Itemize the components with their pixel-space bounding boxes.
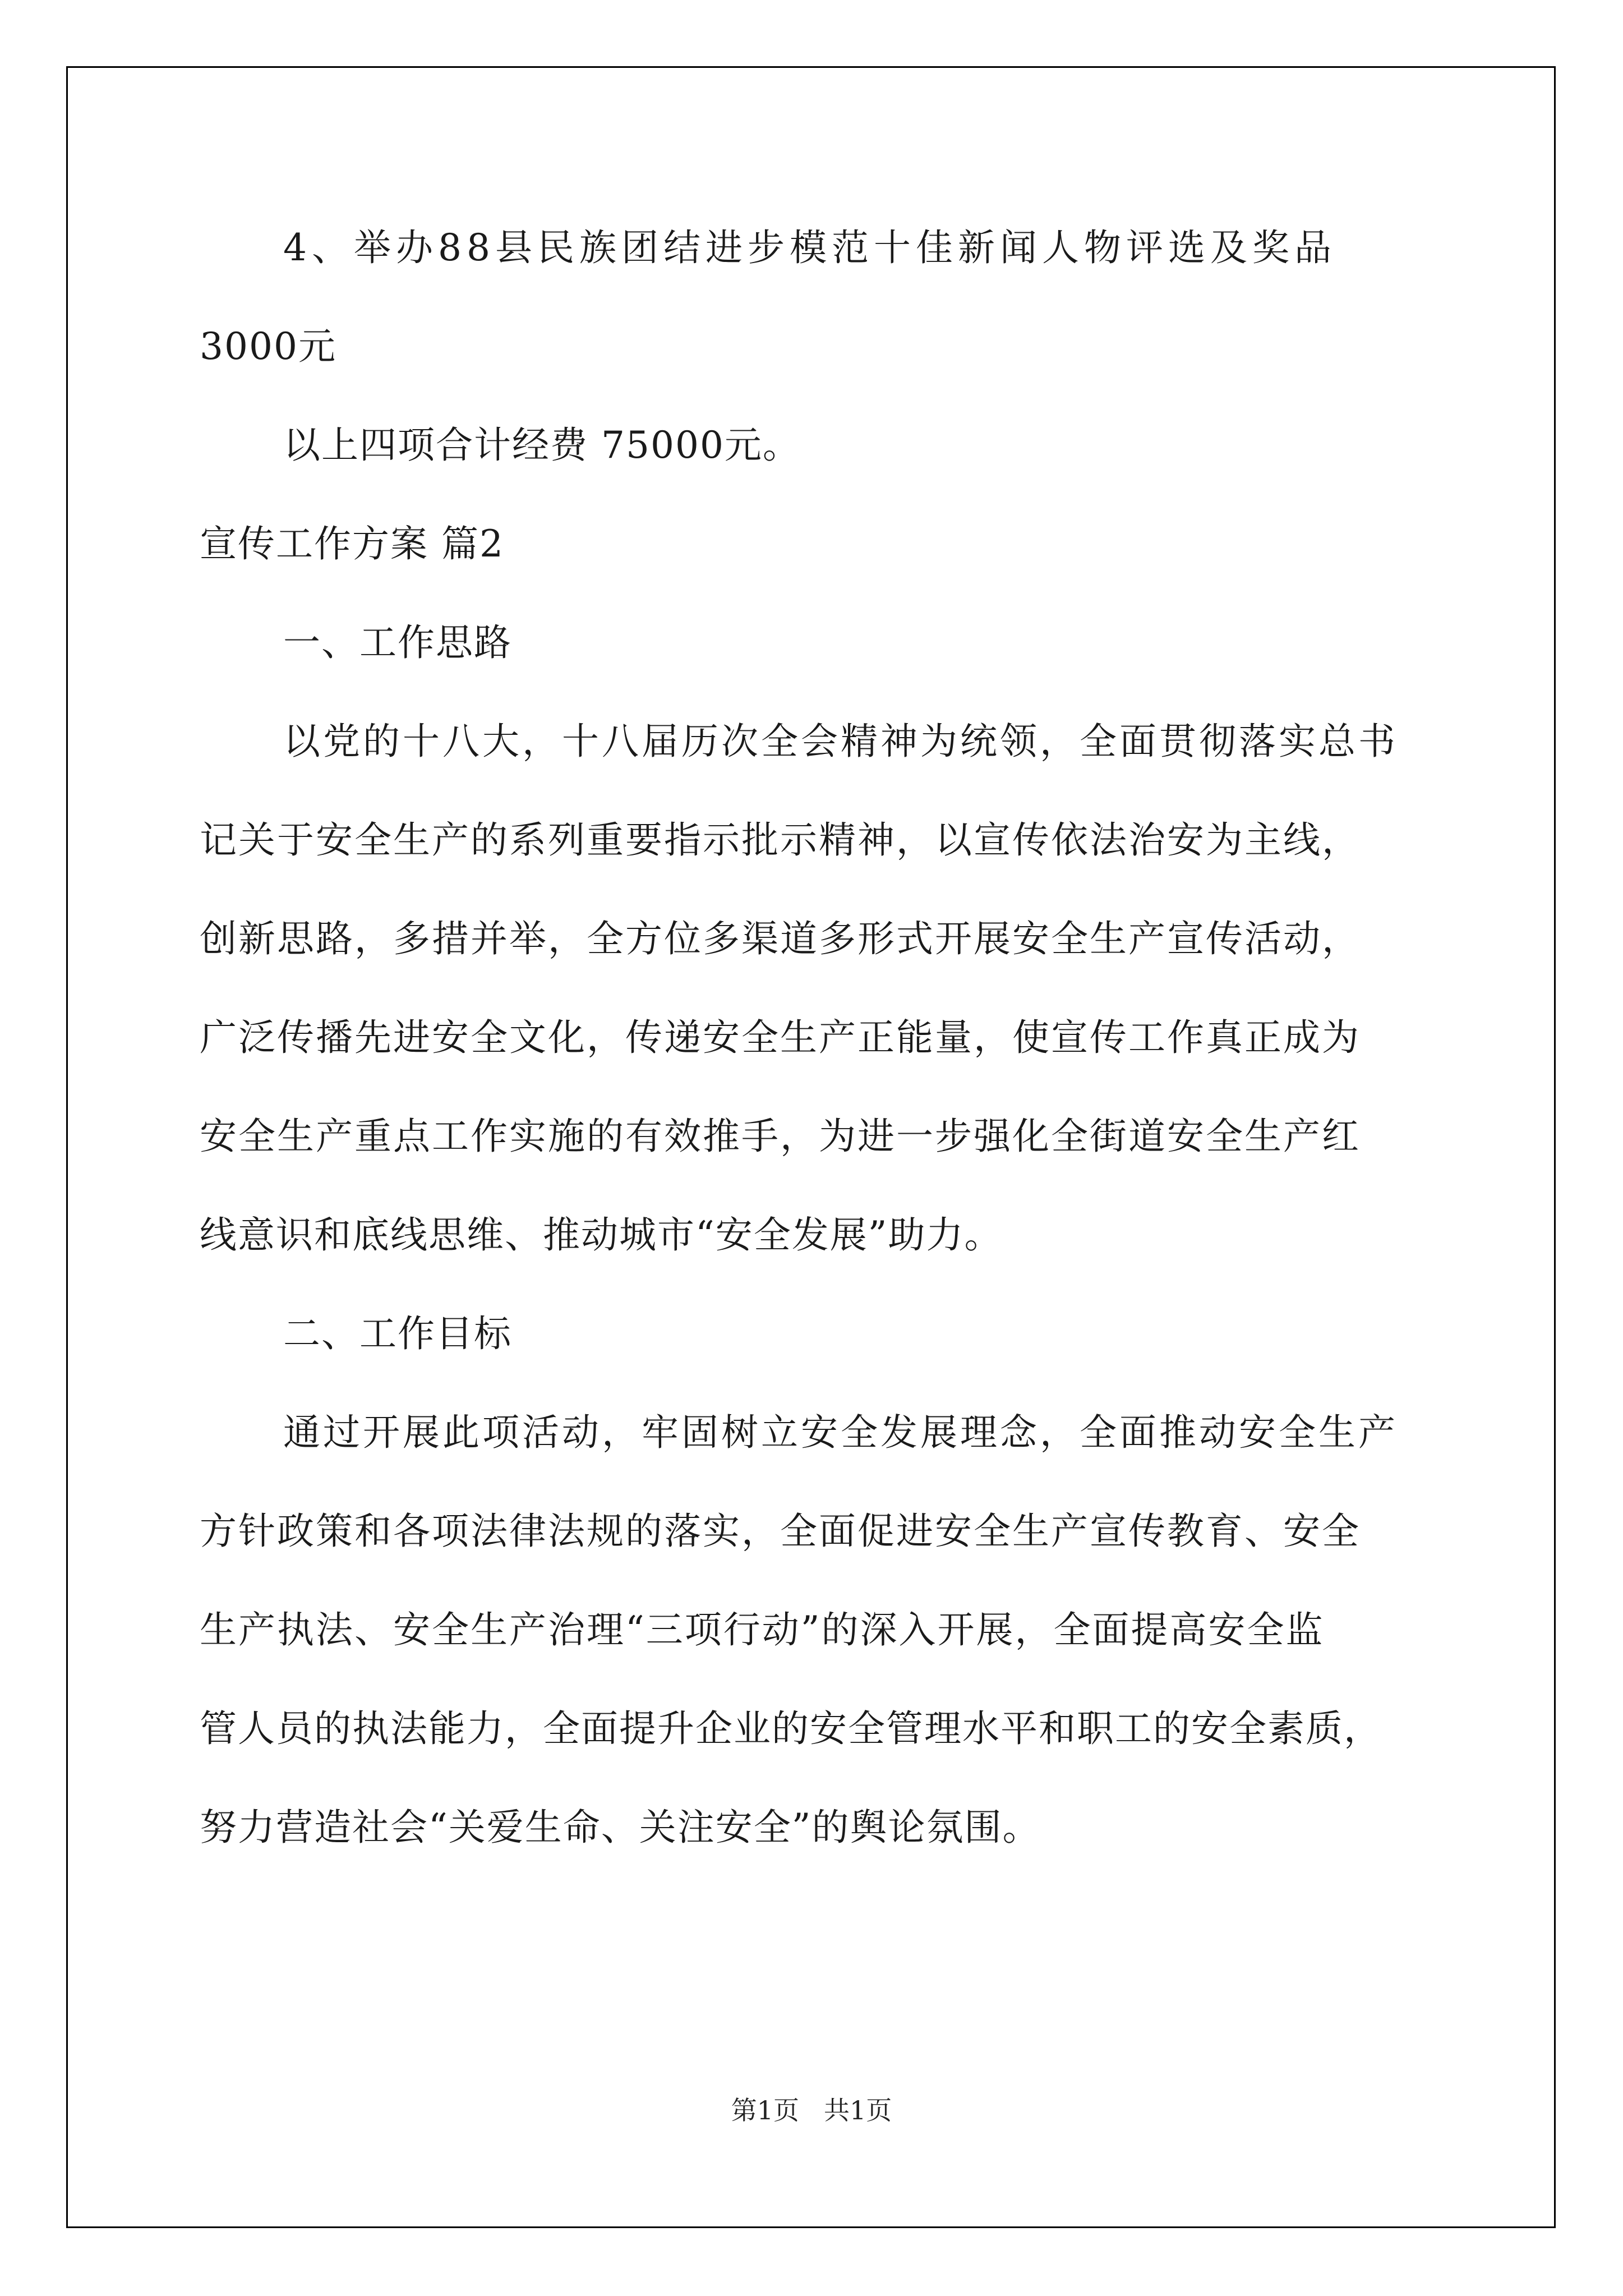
- paragraph-line: 以上四项合计经费 75000元。: [283, 424, 801, 467]
- paragraph-line: 3000元: [200, 325, 336, 368]
- page-footer: [0, 2093, 1623, 2127]
- section-title: 宣传工作方案 篇2: [200, 522, 504, 565]
- paragraph-line: 线意识和底线思维、推动城市“安全发展”助力。: [200, 1213, 1003, 1257]
- page-number-current: 第1页: [731, 2095, 800, 2125]
- paragraph-line: 记关于安全生产的系列重要指示批示精神，以宣传依法治安为主线，: [200, 818, 1361, 862]
- footer-spacer: [799, 2095, 824, 2125]
- paragraph-line: 通过开展此项活动，牢固树立安全发展理念，全面推动安全生产: [283, 1411, 1398, 1454]
- page-number-total: 共1页: [823, 2095, 892, 2125]
- heading-line: 二、工作目标: [283, 1312, 512, 1355]
- paragraph-line: 创新思路，多措并举，全方位多渠道多形式开展安全生产宣传活动，: [200, 917, 1361, 960]
- paragraph-line: 生产执法、安全生产治理“三项行动”的深入开展，全面提高安全监: [200, 1608, 1325, 1651]
- paragraph-line: 以党的十八大，十八届历次全会精神为统领，全面贯彻落实总书: [283, 720, 1398, 763]
- paragraph-line: 4、举办88县民族团结进步模范十佳新闻人物评选及奖品: [283, 226, 1336, 269]
- heading-line: 一、工作思路: [283, 621, 512, 664]
- paragraph-line: 安全生产重点工作实施的有效推手，为进一步强化全街道安全生产红: [200, 1115, 1361, 1158]
- paragraph-line: 广泛传播先进安全文化，传递安全生产正能量，使宣传工作真正成为: [200, 1016, 1361, 1059]
- paragraph-line: 努力营造社会“关爱生命、关注安全”的舆论氛围。: [200, 1806, 1041, 1849]
- paragraph-line: 方针政策和各项法律法规的落实，全面促进安全生产宣传教育、安全: [200, 1510, 1361, 1553]
- paragraph-line: 管人员的执法能力，全面提升企业的安全管理水平和职工的安全素质，: [200, 1707, 1382, 1750]
